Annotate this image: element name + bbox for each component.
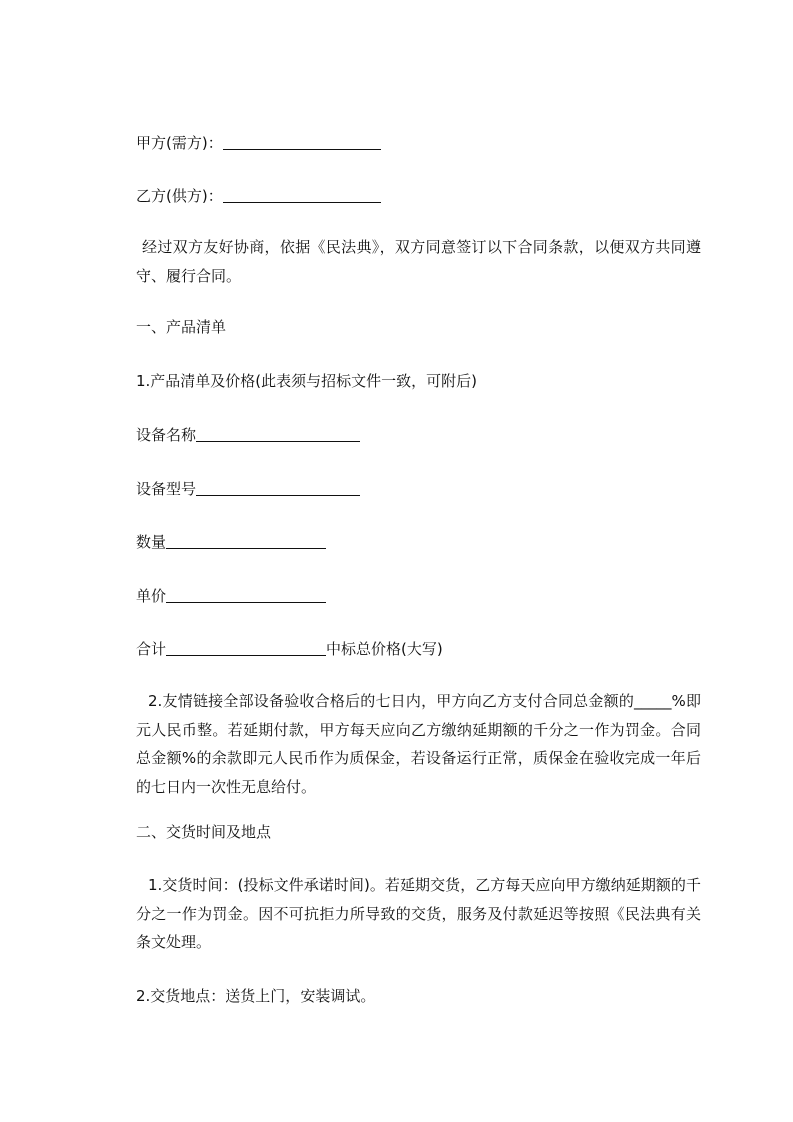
device-name-row xyxy=(136,424,360,445)
intro-paragraph: 经过双方友好协商，依据《民法典》，双方同意签订以下合同条款，以便双方共同遵守、履行合同。 xyxy=(136,238,701,285)
section-2-item-1: 1.交货时间：(投标文件承诺时间)。若延期交货，乙方每天应向甲方缴纳延期额的千分之一作为罚金。因不可抗拒力所导致的交货，服务及付款延迟等按照《民法典有关条文处理。 xyxy=(136,876,701,951)
unit-price-row xyxy=(136,585,326,606)
section-1-item-2: 2.友情链接全部设备验收合格后的七日内，甲方向乙方支付合同总金额的_____%即元人民币整。若延期付款，甲方每天应向乙方缴纳延期额的千分之一作为罚金。合同总金额%的余款即元人民币作为质保金，若设备运行正常，质保金在验收完成一年后的七日内一次性无息给付。 xyxy=(136,692,701,796)
device-name-label: 设备名称 xyxy=(136,426,197,444)
device-model-blank[interactable] xyxy=(196,480,360,496)
quantity-row xyxy=(136,531,326,552)
section-2-item-2: 2.交货地点：送货上门，安装调试。 xyxy=(136,987,376,1005)
party-a-blank[interactable] xyxy=(223,134,381,150)
party-a-row xyxy=(136,132,381,153)
quantity-label: 数量 xyxy=(136,533,167,551)
total-label: 合计 xyxy=(136,640,167,658)
party-b-row xyxy=(136,185,381,206)
party-b-blank[interactable] xyxy=(223,187,381,203)
device-model-label: 设备型号 xyxy=(136,480,197,498)
total-row xyxy=(136,638,443,659)
party-a-label: 甲方(需方)： xyxy=(136,134,223,152)
unit-price-blank[interactable] xyxy=(166,587,326,603)
section-1-item-1: 1.产品清单及价格(此表须与招标文件一致，可附后) xyxy=(136,372,478,390)
device-name-blank[interactable] xyxy=(196,426,360,442)
total-blank[interactable] xyxy=(166,640,326,656)
party-b-label: 乙方(供方)： xyxy=(136,187,223,205)
unit-price-label: 单价 xyxy=(136,587,167,605)
total-suffix: 中标总价格(大写) xyxy=(326,640,443,658)
section-2-title: 二、交货时间及地点 xyxy=(136,823,272,841)
quantity-blank[interactable] xyxy=(166,533,326,549)
section-1-title: 一、产品清单 xyxy=(136,318,227,336)
device-model-row xyxy=(136,478,360,499)
